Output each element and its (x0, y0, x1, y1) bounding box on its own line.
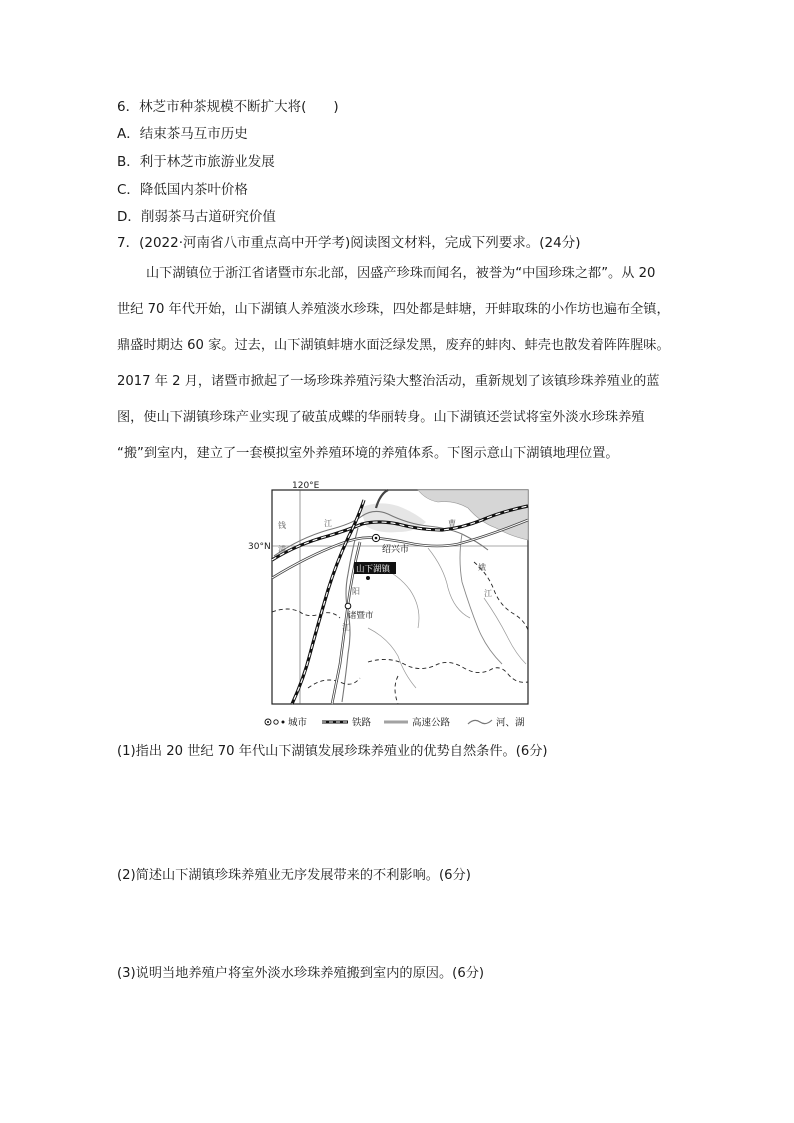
legend-city-icon-1-dot (267, 721, 269, 723)
legend-city-icon-2 (274, 720, 278, 724)
longitude-label: 120°E (292, 481, 320, 491)
subquestion-1: (1)指出 20 世纪 70 年代山下湖镇发展珍珠养殖业的优势自然条件。(6分) (117, 744, 548, 759)
material-line-5: 图，使山下湖镇珍珠产业实现了破茧成蝶的华丽转身。山下湖镇还尝试将室外淡水珍珠养殖 (117, 410, 645, 425)
zhuji-city-icon (345, 603, 351, 609)
option-b: B．利于林芝市旅游业发展 (117, 154, 275, 170)
river-char-e: 娥 (478, 563, 486, 572)
zhuji-label: 诸暨市 (348, 611, 374, 621)
subquestion-3: (3)说明当地养殖户将室外淡水珍珠养殖搬到室内的原因。(6分) (117, 966, 485, 981)
option-d: D．削弱茶马古道研究价值 (117, 209, 276, 225)
river-char-yang: 阳 (352, 587, 360, 596)
subquestion-2: (2)简述山下湖镇珍珠养殖业无序发展带来的不利影响。(6分) (117, 868, 471, 883)
material-line-3: 鼎盛时期达 60 家。过去，山下湖镇蚌塘水面泛绿发黑，废弃的蚌肉、蚌壳也散发着阵阵腥味。 (117, 338, 670, 353)
legend-river-label: 河、湖 (496, 717, 525, 729)
question-6-stem: 6．林芝市种茶规模不断扩大将( ) (117, 99, 339, 115)
map-legend (265, 717, 525, 729)
river-char-qian: 钱 (278, 521, 286, 530)
location-map (248, 478, 548, 734)
river-char-jiang-1: 江 (324, 519, 332, 528)
legend-highway-label: 高速公路 (412, 717, 451, 729)
town-icon (366, 576, 370, 580)
legend-railway-label: 铁路 (352, 717, 372, 729)
question-7-stem: 7．(2022·河南省八市重点高中开学考)阅读图文材料，完成下列要求。(24分) (117, 235, 581, 251)
shaoxing-city-dot (375, 537, 378, 540)
material-line-4: 2017 年 2 月，诸暨市掀起了一场珍珠养殖污染大整治活动，重新规划了该镇珍珠养殖业的蓝 (117, 374, 660, 389)
river-char-pu: 浦 (278, 545, 286, 554)
latitude-label: 30°N (248, 542, 271, 552)
river-char-jiang-3: 江 (342, 623, 350, 632)
option-c: C．降低国内茶叶价格 (117, 182, 248, 198)
legend-city-icon-3 (282, 721, 285, 724)
river-char-cao: 曹 (448, 519, 456, 528)
material-line-6: “搬”到室内，建立了一套模拟室外养殖环境的养殖体系。下图示意山下湖镇地理位置。 (117, 446, 619, 461)
river-char-jiang-2: 江 (484, 589, 492, 598)
material-line-1: 山下湖镇位于浙江省诸暨市东北部，因盛产珍珠而闻名，被誉为“中国珍珠之都”。从 20 (146, 266, 656, 281)
legend-river-icon (468, 720, 492, 724)
material-line-2: 世纪 70 年代开始，山下湖镇人养殖淡水珍珠，四处都是蚌塘，开蚌取珠的小作坊也遍布全镇， (117, 302, 670, 317)
option-a: A．结束茶马互市历史 (117, 126, 248, 142)
legend-city-label: 城市 (288, 717, 308, 729)
shaoxing-label: 绍兴市 (382, 545, 410, 555)
town-label: 山下湖镇 (356, 564, 391, 575)
